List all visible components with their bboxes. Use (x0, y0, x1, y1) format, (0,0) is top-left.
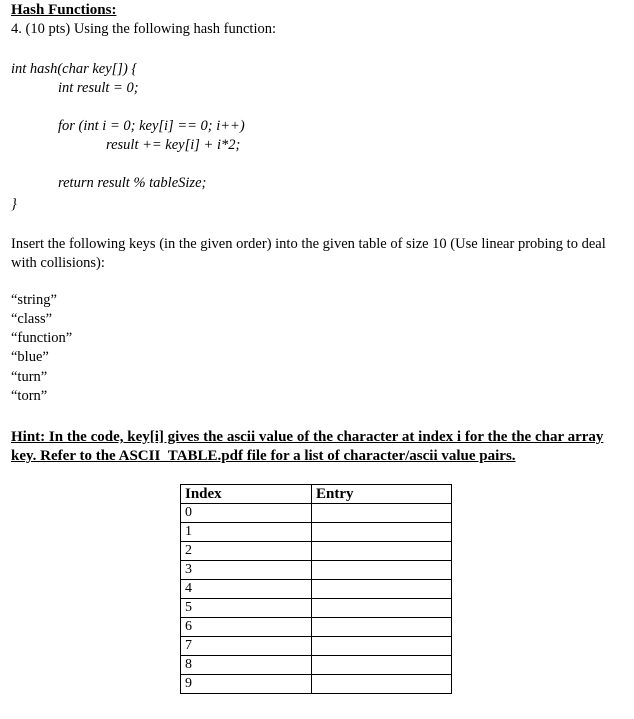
key-item: “torn” (11, 388, 48, 404)
question-text: 4. (10 pts) Using the following hash function: (11, 21, 277, 37)
table-row (181, 675, 452, 694)
table-row (181, 561, 452, 580)
section-heading: Hash Functions: (11, 2, 117, 18)
table-row (181, 542, 452, 561)
entry-cell[interactable] (312, 618, 452, 637)
index-cell: 0 (181, 504, 312, 523)
table-row (181, 618, 452, 637)
header-index: Index (181, 485, 312, 504)
entry-cell[interactable] (312, 599, 452, 618)
index-cell: 2 (181, 542, 312, 561)
code-line-1: int hash(char key[]) { (11, 61, 138, 77)
index-cell: 3 (181, 561, 312, 580)
table-row (181, 656, 452, 675)
code-line-4: result += key[i] + i*2; (106, 137, 241, 153)
entry-cell[interactable] (312, 523, 452, 542)
code-line-5: return result % tableSize; (58, 175, 207, 191)
entry-cell[interactable] (312, 542, 452, 561)
table-row (181, 504, 452, 523)
table-row (181, 523, 452, 542)
code-line-6: } (11, 196, 17, 212)
entry-cell[interactable] (312, 561, 452, 580)
code-line-3: for (int i = 0; key[i] == 0; i++) (58, 118, 245, 134)
key-item: “blue” (11, 349, 49, 365)
hint-text: Hint: In the code, key[i] gives the ascii value of the character at index i for the the char array key. Refer to the ASCII_TABLE.pdf file for a list of character/ascii value pairs. (11, 429, 604, 464)
table-row (181, 637, 452, 656)
index-cell: 8 (181, 656, 312, 675)
entry-cell[interactable] (312, 675, 452, 694)
header-entry: Entry (312, 485, 452, 504)
entry-cell[interactable] (312, 637, 452, 656)
table-row (181, 599, 452, 618)
key-item: “function” (11, 330, 73, 346)
key-item: “class” (11, 311, 53, 327)
index-cell: 4 (181, 580, 312, 599)
entry-cell[interactable] (312, 656, 452, 675)
index-cell: 6 (181, 618, 312, 637)
key-item: “turn” (11, 369, 48, 385)
instruction-text: Insert the following keys (in the given order) into the given table of size 10 (Use linear probing to deal with collisions): (11, 236, 606, 271)
entry-cell[interactable] (312, 504, 452, 523)
index-cell: 5 (181, 599, 312, 618)
table-header-row (181, 485, 452, 504)
code-line-2: int result = 0; (58, 80, 139, 96)
hash-table (180, 484, 452, 694)
index-cell: 7 (181, 637, 312, 656)
key-item: “string” (11, 292, 57, 308)
index-cell: 9 (181, 675, 312, 694)
entry-cell[interactable] (312, 580, 452, 599)
index-cell: 1 (181, 523, 312, 542)
table-row (181, 580, 452, 599)
